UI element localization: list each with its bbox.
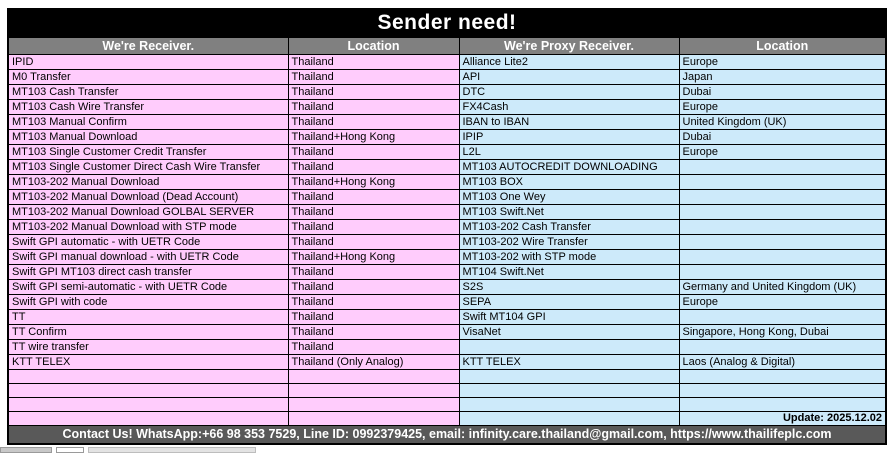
receiver-cell[interactable]: TT wire transfer [8, 339, 288, 354]
proxy-cell[interactable]: API [459, 69, 679, 84]
receiver-location-cell[interactable] [288, 411, 459, 425]
receiver-location-cell[interactable]: Thailand [288, 84, 459, 99]
table-row [8, 189, 886, 204]
proxy-location-cell[interactable]: Germany and United Kingdom (UK) [679, 279, 886, 294]
proxy-location-cell[interactable]: Europe [679, 54, 886, 69]
receiver-location-cell[interactable]: Thailand [288, 159, 459, 174]
table-row [8, 383, 886, 397]
receiver-cell[interactable] [8, 369, 288, 383]
receiver-cell[interactable]: MT103-202 Manual Download (Dead Account) [8, 189, 288, 204]
receiver-cell[interactable]: MT103-202 Manual Download [8, 174, 288, 189]
receiver-cell[interactable]: TT Confirm [8, 324, 288, 339]
receiver-cell[interactable] [8, 411, 288, 425]
receiver-cell[interactable]: MT103-202 Manual Download with STP mode [8, 219, 288, 234]
receiver-cell[interactable]: Swift GPI automatic - with UETR Code [8, 234, 288, 249]
proxy-location-cell[interactable] [679, 339, 886, 354]
table-row [8, 354, 886, 369]
proxy-cell[interactable]: MT104 Swift.Net [459, 264, 679, 279]
table-row [8, 174, 886, 189]
receiver-location-cell[interactable]: Thailand [288, 114, 459, 129]
proxy-location-cell[interactable] [679, 204, 886, 219]
proxy-location-cell[interactable] [679, 309, 886, 324]
receiver-cell[interactable]: MT103-202 Manual Download GOLBAL SERVER [8, 204, 288, 219]
proxy-cell[interactable]: SEPA [459, 294, 679, 309]
receiver-location-cell[interactable]: Thailand [288, 309, 459, 324]
col-header-receiver[interactable]: We're Receiver. [8, 37, 288, 54]
table-row [8, 54, 886, 69]
receiver-location-cell[interactable] [288, 383, 459, 397]
proxy-location-cell[interactable] [679, 264, 886, 279]
receiver-location-cell[interactable]: Thailand [288, 189, 459, 204]
receiver-location-cell[interactable]: Thailand+Hong Kong [288, 174, 459, 189]
receiver-location-cell[interactable]: Thailand [288, 69, 459, 84]
proxy-cell[interactable]: Swift MT104 GPI [459, 309, 679, 324]
table-row [8, 411, 886, 425]
receiver-location-cell[interactable] [288, 397, 459, 411]
sender-table [7, 8, 887, 445]
proxy-cell[interactable]: L2L [459, 144, 679, 159]
receiver-cell[interactable] [8, 383, 288, 397]
table-row [8, 69, 886, 84]
proxy-cell[interactable]: MT103-202 with STP mode [459, 249, 679, 264]
proxy-cell[interactable] [459, 397, 679, 411]
proxy-cell[interactable]: VisaNet [459, 324, 679, 339]
receiver-location-cell[interactable]: Thailand+Hong Kong [288, 249, 459, 264]
receiver-location-cell[interactable]: Thailand [288, 204, 459, 219]
table-row [8, 339, 886, 354]
sheet-tab-bar[interactable] [88, 447, 256, 453]
proxy-location-cell[interactable]: Europe [679, 294, 886, 309]
receiver-cell[interactable]: TT [8, 309, 288, 324]
proxy-cell[interactable] [459, 369, 679, 383]
proxy-cell[interactable]: MT103 One Wey [459, 189, 679, 204]
table-row [8, 249, 886, 264]
title-row [8, 9, 886, 37]
receiver-cell[interactable]: IPID [8, 54, 288, 69]
proxy-location-cell[interactable]: Europe [679, 99, 886, 114]
proxy-location-cell[interactable]: Singapore, Hong Kong, Dubai [679, 324, 886, 339]
sheet-title[interactable]: Sender need! [8, 9, 886, 37]
receiver-cell[interactable]: Swift GPI with code [8, 294, 288, 309]
table-row [8, 279, 886, 294]
receiver-location-cell[interactable]: Thailand [288, 324, 459, 339]
sheet-tab-active[interactable] [56, 447, 84, 453]
proxy-location-cell[interactable]: United Kingdom (UK) [679, 114, 886, 129]
receiver-cell[interactable]: MT103 Single Customer Credit Transfer [8, 144, 288, 159]
proxy-location-cell[interactable] [679, 234, 886, 249]
receiver-cell[interactable]: M0 Transfer [8, 69, 288, 84]
receiver-cell[interactable]: Swift GPI MT103 direct cash transfer [8, 264, 288, 279]
receiver-location-cell[interactable]: Thailand+Hong Kong [288, 129, 459, 144]
table-row [8, 204, 886, 219]
proxy-cell[interactable]: MT103 BOX [459, 174, 679, 189]
table-body [8, 54, 886, 425]
receiver-location-cell[interactable]: Thailand (Only Analog) [288, 354, 459, 369]
proxy-cell[interactable]: MT103 Swift.Net [459, 204, 679, 219]
proxy-location-cell[interactable] [679, 219, 886, 234]
receiver-location-cell[interactable]: Thailand [288, 144, 459, 159]
sheet-tab[interactable] [0, 447, 52, 453]
proxy-cell[interactable] [459, 383, 679, 397]
col-header-location-right[interactable]: Location [679, 37, 886, 54]
proxy-location-cell[interactable]: Update: 2025.12.02 [679, 411, 886, 425]
sheet-area [7, 8, 887, 445]
table-row [8, 159, 886, 174]
table-row [8, 397, 886, 411]
receiver-location-cell[interactable]: Thailand [288, 54, 459, 69]
receiver-location-cell[interactable]: Thailand [288, 234, 459, 249]
table-row [8, 219, 886, 234]
proxy-location-cell[interactable] [679, 189, 886, 204]
proxy-cell[interactable]: MT103 AUTOCREDIT DOWNLOADING [459, 159, 679, 174]
col-header-proxy[interactable]: We're Proxy Receiver. [459, 37, 679, 54]
receiver-location-cell[interactable]: Thailand [288, 99, 459, 114]
receiver-cell[interactable]: Swift GPI manual download - with UETR Code [8, 249, 288, 264]
receiver-cell[interactable] [8, 397, 288, 411]
receiver-cell[interactable]: Swift GPI semi-automatic - with UETR Code [8, 279, 288, 294]
proxy-cell[interactable]: MT103-202 Wire Transfer [459, 234, 679, 249]
receiver-location-cell[interactable]: Thailand [288, 219, 459, 234]
receiver-location-cell[interactable] [288, 369, 459, 383]
proxy-cell[interactable]: IBAN to IBAN [459, 114, 679, 129]
table-row [8, 309, 886, 324]
receiver-cell[interactable]: KTT TELEX [8, 354, 288, 369]
proxy-cell[interactable] [459, 339, 679, 354]
receiver-location-cell[interactable]: Thailand [288, 339, 459, 354]
col-header-location-left[interactable]: Location [288, 37, 459, 54]
table-row [8, 144, 886, 159]
receiver-location-cell[interactable]: Thailand [288, 279, 459, 294]
receiver-cell[interactable]: MT103 Single Customer Direct Cash Wire Transfer [8, 159, 288, 174]
table-row [8, 114, 886, 129]
footer-row [8, 425, 886, 444]
sheet-tabs-strip [0, 447, 892, 453]
receiver-cell[interactable]: MT103 Cash Transfer [8, 84, 288, 99]
table-row [8, 264, 886, 279]
table-row [8, 129, 886, 144]
receiver-cell[interactable]: MT103 Manual Download [8, 129, 288, 144]
receiver-location-cell[interactable]: Thailand [288, 264, 459, 279]
proxy-cell[interactable]: KTT TELEX [459, 354, 679, 369]
proxy-location-cell[interactable]: Europe [679, 144, 886, 159]
proxy-location-cell[interactable]: Dubai [679, 84, 886, 99]
contact-bar[interactable]: Contact Us! WhatsApp:+66 98 353 7529, Line ID: 0992379425, email: infinity.care.thailand@gmail.com, https://www.thailifeplc.com [8, 425, 886, 444]
proxy-location-cell[interactable]: Japan [679, 69, 886, 84]
proxy-cell[interactable]: FX4Cash [459, 99, 679, 114]
receiver-location-cell[interactable]: Thailand [288, 294, 459, 309]
proxy-location-cell[interactable] [679, 383, 886, 397]
receiver-cell[interactable]: MT103 Manual Confirm [8, 114, 288, 129]
proxy-location-cell[interactable]: Laos (Analog & Digital) [679, 354, 886, 369]
table-row [8, 369, 886, 383]
proxy-location-cell[interactable] [679, 249, 886, 264]
table-row [8, 294, 886, 309]
proxy-location-cell[interactable]: Dubai [679, 129, 886, 144]
proxy-location-cell[interactable] [679, 397, 886, 411]
table-row [8, 84, 886, 99]
header-row [8, 37, 886, 54]
table-row [8, 99, 886, 114]
proxy-location-cell[interactable] [679, 159, 886, 174]
proxy-cell[interactable] [459, 411, 679, 425]
proxy-location-cell[interactable] [679, 369, 886, 383]
proxy-cell[interactable]: S2S [459, 279, 679, 294]
proxy-cell[interactable]: DTC [459, 84, 679, 99]
proxy-cell[interactable]: MT103-202 Cash Transfer [459, 219, 679, 234]
proxy-cell[interactable]: IPIP [459, 129, 679, 144]
table-row [8, 234, 886, 249]
proxy-location-cell[interactable] [679, 174, 886, 189]
table-row [8, 324, 886, 339]
proxy-cell[interactable]: Alliance Lite2 [459, 54, 679, 69]
receiver-cell[interactable]: MT103 Cash Wire Transfer [8, 99, 288, 114]
